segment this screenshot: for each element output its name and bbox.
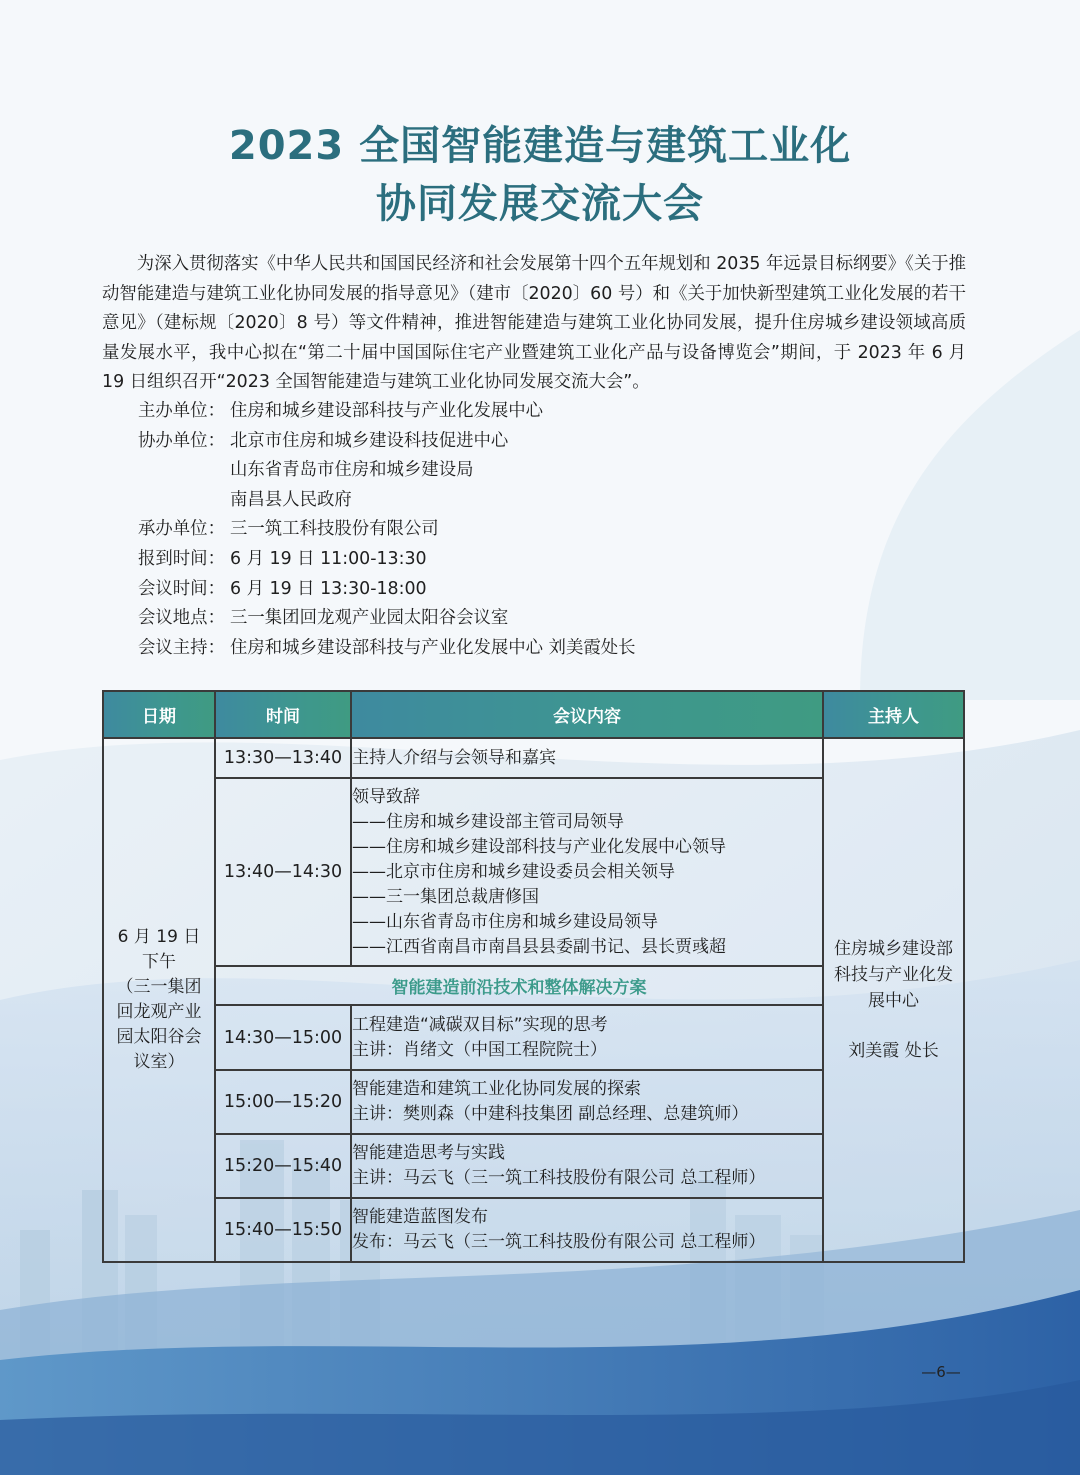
content-line: 工程建造“减碳双目标”实现的思考	[352, 1014, 608, 1035]
content-cell	[351, 738, 823, 778]
content-line: ——江西省南昌市南昌县县委副书记、县长贾彧超	[352, 936, 726, 957]
time-cell: 15:40—15:50	[215, 1198, 351, 1262]
schedule-table	[102, 690, 965, 1263]
intro-paragraph: 为深入贯彻落实《中华人民共和国国民经济和社会发展第十四个五年规划和 2035 年远景目标纲要》《关于推动智能建造与建筑工业化协同发展的指导意见》（建市〔2020〕60 号）和《关于加快新型建筑工业化发展的若干意见》（建标规〔2020〕8 号）等文件精神，推进智能建造与建筑工业化协同发展，提升住房城乡建设领域高质量发展水平，我中心拟在“第二十届中国国际住宅产业暨建筑工业化产品与设备博览会”期间，于 2023 年 6 月 19 日组织召开“2023 全国智能建造与建筑工业化协同发展交流大会”。	[102, 254, 966, 393]
date-line: 6 月 19 日	[117, 927, 201, 947]
info-label: 会议地点：	[138, 608, 225, 629]
table-row	[103, 738, 964, 778]
info-value: 6 月 19 日 13:30-18:00	[230, 578, 427, 599]
date-line: （三一集团	[116, 977, 202, 997]
header-time: 时间	[215, 691, 351, 738]
meeting-info-list	[138, 397, 978, 663]
time-cell: 15:00—15:20	[215, 1070, 351, 1134]
content-line: 智能建造思考与实践	[352, 1143, 505, 1163]
info-value: 住房和城乡建设部科技与产业化发展中心	[230, 401, 544, 421]
time-cell: 14:30—15:00	[215, 1005, 351, 1070]
content-cell	[351, 1134, 823, 1198]
content-cell	[351, 1005, 823, 1070]
content-line: ——山东省青岛市住房和城乡建设局领导	[352, 911, 658, 932]
info-row-registration-time	[138, 545, 978, 575]
info-value: 山东省青岛市住房和城乡建设局	[230, 460, 474, 481]
info-value: 三一筑工科技股份有限公司	[230, 519, 439, 540]
host-line: 住房城乡建设部	[834, 939, 953, 959]
info-value: 南昌县人民政府	[230, 489, 352, 510]
page-title-line-2: 协同发展交流大会	[376, 181, 704, 227]
info-label: 主办单位：	[138, 401, 225, 421]
info-row-organizer	[138, 397, 978, 427]
info-value: 三一集团回龙观产业园太阳谷会议室	[230, 608, 509, 629]
content-cell	[351, 1070, 823, 1134]
time-cell: 15:20—15:40	[215, 1134, 351, 1198]
info-label: 会议主持：	[138, 637, 225, 658]
content-line: ——住房和城乡建设部主管司局领导	[352, 811, 624, 832]
info-row-undertaker	[138, 515, 978, 545]
table-header-row	[103, 691, 964, 738]
date-line: 园太阳谷会	[116, 1027, 202, 1047]
info-value: 住房和城乡建设部科技与产业化发展中心 刘美霞处长	[230, 637, 636, 658]
info-row-host	[138, 634, 978, 664]
content-line: 主讲：樊则森（中建科技集团 副总经理、总建筑师）	[352, 1104, 749, 1124]
info-value: 6 月 19 日 11:00-13:30	[230, 548, 427, 569]
content-line: 智能建造和建筑工业化协同发展的探索	[352, 1079, 641, 1099]
section-title: 智能建造前沿技术和整体解决方案	[215, 966, 823, 1005]
page-number: —6—	[921, 1363, 961, 1381]
content-line: 主讲：马云飞（三一筑工科技股份有限公司 总工程师）	[352, 1168, 766, 1188]
page-title-line-1: 2023 全国智能建造与建筑工业化	[228, 123, 852, 169]
host-cell	[823, 738, 964, 1262]
header-host: 主持人	[823, 691, 964, 738]
content-line: 智能建造蓝图发布	[352, 1207, 488, 1227]
date-line: 回龙观产业	[116, 1002, 202, 1022]
info-row-venue	[138, 604, 978, 634]
content-line: 主讲：肖绪文（中国工程院院士）	[352, 1039, 607, 1060]
content-cell	[351, 778, 823, 966]
info-label: 承办单位：	[138, 519, 225, 540]
content-line: ——三一集团总裁唐修国	[352, 886, 539, 907]
content-line: 主持人介绍与会领导和嘉宾	[352, 747, 556, 768]
host-line: 展中心	[868, 991, 919, 1011]
date-cell	[103, 738, 215, 1262]
content-cell	[351, 1198, 823, 1262]
time-cell: 13:40—14:30	[215, 778, 351, 966]
info-value: 北京市住房和城乡建设科技促进中心	[230, 430, 509, 451]
header-date: 日期	[103, 691, 215, 738]
content-line: 领导致辞	[352, 786, 420, 807]
content-line: ——北京市住房和城乡建设委员会相关领导	[352, 861, 675, 882]
date-line: 下午	[142, 952, 176, 972]
info-row-meeting-time	[138, 575, 978, 605]
info-label: 报到时间：	[138, 548, 225, 569]
host-line: 科技与产业化发	[834, 965, 953, 985]
info-label: 会议时间：	[138, 578, 225, 599]
host-name: 刘美霞 处长	[848, 1041, 939, 1061]
content-line: 发布：马云飞（三一筑工科技股份有限公司 总工程师）	[352, 1232, 766, 1252]
info-row-co-organizer	[138, 427, 978, 516]
date-line: 议室）	[133, 1052, 185, 1072]
content-line: ——住房和城乡建设部科技与产业化发展中心领导	[352, 836, 726, 857]
header-content: 会议内容	[351, 691, 823, 738]
info-label: 协办单位：	[138, 430, 225, 451]
time-cell: 13:30—13:40	[215, 738, 351, 778]
